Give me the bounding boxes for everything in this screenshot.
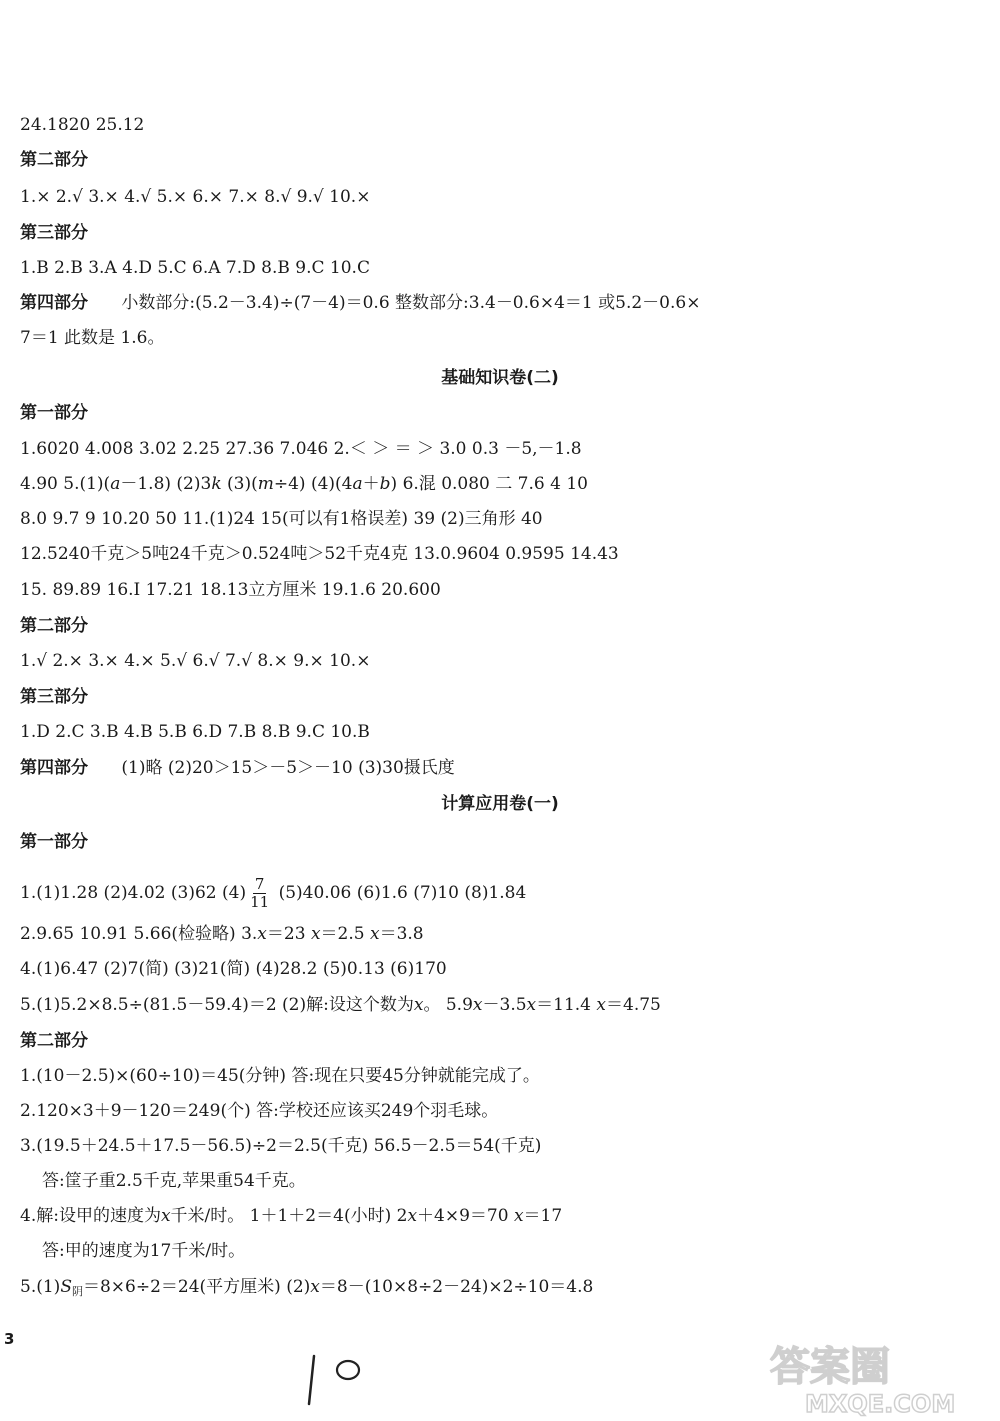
answer-text: ＝3.8 <box>379 924 424 944</box>
answer-line: 1.B 2.B 3.A 4.D 5.C 6.A 7.D 8.B 9.C 10.C <box>20 258 370 278</box>
answer-line: 7＝1 此数是 1.6。 <box>20 328 165 348</box>
section-header: 第一部分 <box>20 403 88 423</box>
section-header: 第三部分 <box>20 687 88 707</box>
answer-line: 1.(10－2.5)×(60÷10)＝45(分钟) 答:现在只要45分钟就能完成了。 <box>20 1066 540 1086</box>
answer-text: ＝4.75 <box>606 995 661 1015</box>
answer-text: (1)略 (2)20＞15＞－5＞－10 (3)30摄氏度 <box>121 758 455 778</box>
svg-text:答案圈: 答案圈 <box>770 1344 890 1390</box>
variable: a <box>110 474 121 494</box>
answer-text: －1.8) (2)3 <box>120 474 212 494</box>
answer-line <box>20 1205 980 1227</box>
section-title: 计算应用卷(一) <box>441 794 559 814</box>
section-header: 第一部分 <box>20 832 88 852</box>
section-header: 第二部分 <box>20 616 88 636</box>
section-title: 基础知识卷(二) <box>441 368 559 388</box>
page-number: 3 <box>4 1330 15 1348</box>
variable: x <box>369 924 380 944</box>
answer-line: 8.0 9.7 9 10.20 50 11.(1)24 15(可以有1格误差) 39 (2)三角形 40 <box>20 509 543 529</box>
answer-text: ＝8×6÷2＝24(平方厘米) (2) <box>82 1277 311 1297</box>
answer-line: 3.(19.5＋24.5＋17.5－56.5)÷2＝2.5(千克) 56.5－2.5＝54(千克) <box>20 1136 542 1156</box>
answer-text: ＝2.5 <box>320 924 370 944</box>
answer-text: (5)40.06 (6)1.6 (7)10 (8)1.84 <box>273 883 527 903</box>
answer-text: ＝8－(10×8÷2－24)×2÷10＝4.8 <box>319 1277 594 1297</box>
answer-line: 4.(1)6.47 (2)7(简) (3)21(简) (4)28.2 (5)0.13 (6)170 <box>20 959 447 979</box>
watermark-logo <box>760 1338 995 1418</box>
fraction-denominator: 11 <box>250 893 270 911</box>
handwritten-mark <box>300 1350 380 1410</box>
answer-line: 答:筐子重2.5千克,苹果重54千克。 <box>42 1171 306 1191</box>
variable: x <box>407 1206 418 1226</box>
variable: x <box>257 924 267 944</box>
variable: k <box>211 474 222 494</box>
answer-text: ) 6.混 0.080 二 7.6 4 10 <box>390 474 588 494</box>
answer-text: 。 5.9 <box>423 995 473 1015</box>
answer-text: ＝17 <box>523 1206 563 1226</box>
answer-line: 答:甲的速度为17千米/时。 <box>42 1241 246 1261</box>
answer-text: 5.(1)5.2×8.5÷(81.5－59.4)＝2 (2)解:设这个数为 <box>20 995 414 1015</box>
variable: x <box>160 1206 171 1226</box>
answer-text: 4.90 5.(1)( <box>20 474 111 494</box>
variable: x <box>310 1277 320 1297</box>
answer-line: 1.D 2.C 3.B 4.B 5.B 6.D 7.B 8.B 9.C 10.B <box>20 722 370 742</box>
section-header: 第三部分 <box>20 223 88 243</box>
variable: x <box>596 995 606 1015</box>
variable: m <box>257 474 274 494</box>
answer-line: 1.√ 2.× 3.× 4.× 5.√ 6.√ 7.√ 8.× 9.× 10.× <box>20 651 371 671</box>
answer-text: ＋4×9＝70 <box>417 1206 514 1226</box>
variable: b <box>379 474 391 494</box>
answer-line: 1.× 2.√ 3.× 4.√ 5.× 6.× 7.× 8.√ 9.√ 10.× <box>20 187 371 207</box>
answer-text: 2.9.65 10.91 5.66(检验略) 3. <box>20 924 258 944</box>
answer-line-24-25: 24.1820 25.12 <box>20 115 145 135</box>
answer-line <box>20 923 980 945</box>
answer-line: 1.6020 4.008 3.02 2.25 27.36 7.046 2.＜ ＞ ＝ ＞ 3.0 0.3 －5,－1.8 <box>20 439 582 459</box>
answer-line <box>20 876 980 911</box>
answer-line <box>20 994 980 1016</box>
answer-line <box>20 473 980 495</box>
section-header: 第四部分 <box>20 293 88 313</box>
answer-text: －3.5 <box>482 995 527 1015</box>
answer-line <box>20 757 980 779</box>
answer-text: ÷4) (4)(4 <box>273 474 353 494</box>
variable: S <box>60 1277 72 1297</box>
variable: x <box>513 1206 524 1226</box>
answer-text: 千米/时。 1＋1＋2＝4(小时) 2 <box>170 1206 408 1226</box>
variable: x <box>413 995 424 1015</box>
section-header: 第二部分 <box>20 150 88 170</box>
variable: x <box>310 924 321 944</box>
fraction-numerator: 7 <box>254 875 265 893</box>
answer-text: (3)( <box>221 474 258 494</box>
answer-text: 1.(1)1.28 (2)4.02 (3)62 (4) <box>20 883 247 903</box>
answer-text: ＋ <box>362 474 380 494</box>
answer-line: 2.120×3＋9－120＝249(个) 答:学校还应该买249个羽毛球。 <box>20 1101 499 1121</box>
section-header: 第四部分 <box>20 758 88 778</box>
answer-text: 5.(1) <box>20 1277 61 1297</box>
variable: x <box>526 995 537 1015</box>
svg-text:MXQE.COM: MXQE.COM <box>805 1390 956 1418</box>
answer-text: 4.解:设甲的速度为 <box>20 1206 161 1226</box>
variable: a <box>352 474 363 494</box>
answer-text: 小数部分:(5.2－3.4)÷(7－4)＝0.6 整数部分:3.4－0.6×4＝1 或5.2－0.6× <box>121 293 701 313</box>
answer-text: ＝23 <box>266 924 311 944</box>
answer-line <box>20 292 980 314</box>
section-header: 第二部分 <box>20 1031 88 1051</box>
fraction <box>248 876 271 911</box>
answer-text: ＝11.4 <box>536 995 597 1015</box>
answer-line: 15. 89.89 16.Ⅰ 17.21 18.13立方厘米 19.1.6 20.600 <box>20 580 441 600</box>
subscript: 阴 <box>71 1285 83 1298</box>
answer-line <box>20 1276 980 1303</box>
answer-line: 12.5240千克＞5吨24千克＞0.524吨＞52千克4克 13.0.9604 0.9595 14.43 <box>20 544 619 564</box>
variable: x <box>472 995 483 1015</box>
